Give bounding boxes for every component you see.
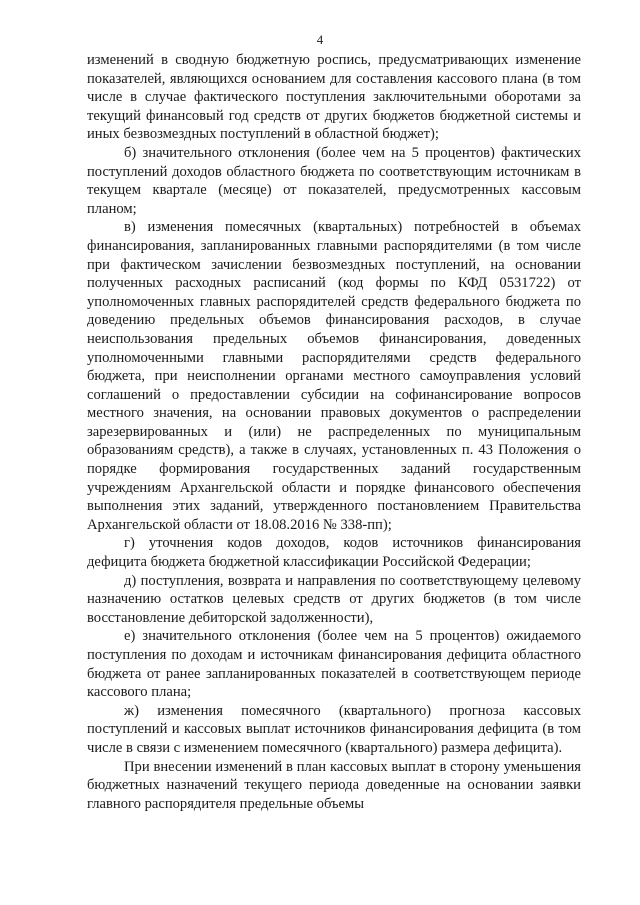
paragraph-item-b: б) значительного отклонения (более чем на 5 процентов) фактических поступлений доходов областного бюджета по соответствующим источникам в текущем квартале (месяце) от показателей, предусмотренных кассовым планом; [87, 144, 581, 217]
document-body [87, 51, 581, 813]
paragraph-item-v: в) изменения помесячных (квартальных) потребностей в объемах финансирования, запланированных главными распорядителями (в том числе при фактическом зачислении безвозмездных поступлений, на основании полученных расходных расписаний (код формы по КФД 0531722) от уполномоченных главных распорядителей средств федерального бюджета по доведению предельных объемов финансирования расходов, в случае неиспользования предельных объемов финансирования, доведенных уполномоченными главными распорядителями средств федерального бюджета, при неисполнении органами местного самоуправления условий соглашений о предоставлении субсидии на софинансирование вопросов местного значения, на основании правовых документов о распределении зарезервированных и (или) не распределенных по муниципальным образованиям средств), а также в случаях, установленных п. 43 Положения о порядке формирования государственных заданий государственным учреждениям Архангельской области и порядке финансового обеспечения выполнения этих заданий, утвержденного постановлением Правительства Архангельской области от 18.08.2016 № 338-пп); [87, 219, 581, 533]
paragraph-item-zh: ж) изменения помесячного (квартального) прогноза кассовых поступлений и кассовых выплат источников финансирования дефицита (в том числе в связи с изменением помесячного (квартального) размера дефицита). [87, 702, 581, 756]
paragraph-closing: При внесении изменений в план кассовых выплат в сторону уменьшения бюджетных назначений текущего периода доведенные на основании заявки главного распорядителя предельные объемы [87, 758, 581, 812]
paragraph-item-d: д) поступления, возврата и направления по соответствующему целевому назначению остатков целевых средств от других бюджетов (в том числе восстановление дебиторской задолженности), [87, 572, 581, 626]
page-number: 4 [316, 32, 324, 47]
paragraph-continuation: изменений в сводную бюджетную роспись, предусматривающих изменение показателей, являющихся основанием для составления кассового плана (в том числе в случае фактического поступления заключительными оборотами за текущий финансовый год средств от других бюджетов бюджетной системы и иных безвозмездных поступлений в областной бюджет); [87, 52, 581, 143]
paragraph-item-e: е) значительного отклонения (более чем на 5 процентов) ожидаемого поступления по доходам и источникам финансирования дефицита областного бюджета от ранее запланированных показателей в соответствующем периоде кассового плана; [87, 628, 581, 701]
paragraph-item-g: г) уточнения кодов доходов, кодов источников финансирования дефицита бюджета бюджетной классификации Российской Федерации; [87, 535, 581, 571]
